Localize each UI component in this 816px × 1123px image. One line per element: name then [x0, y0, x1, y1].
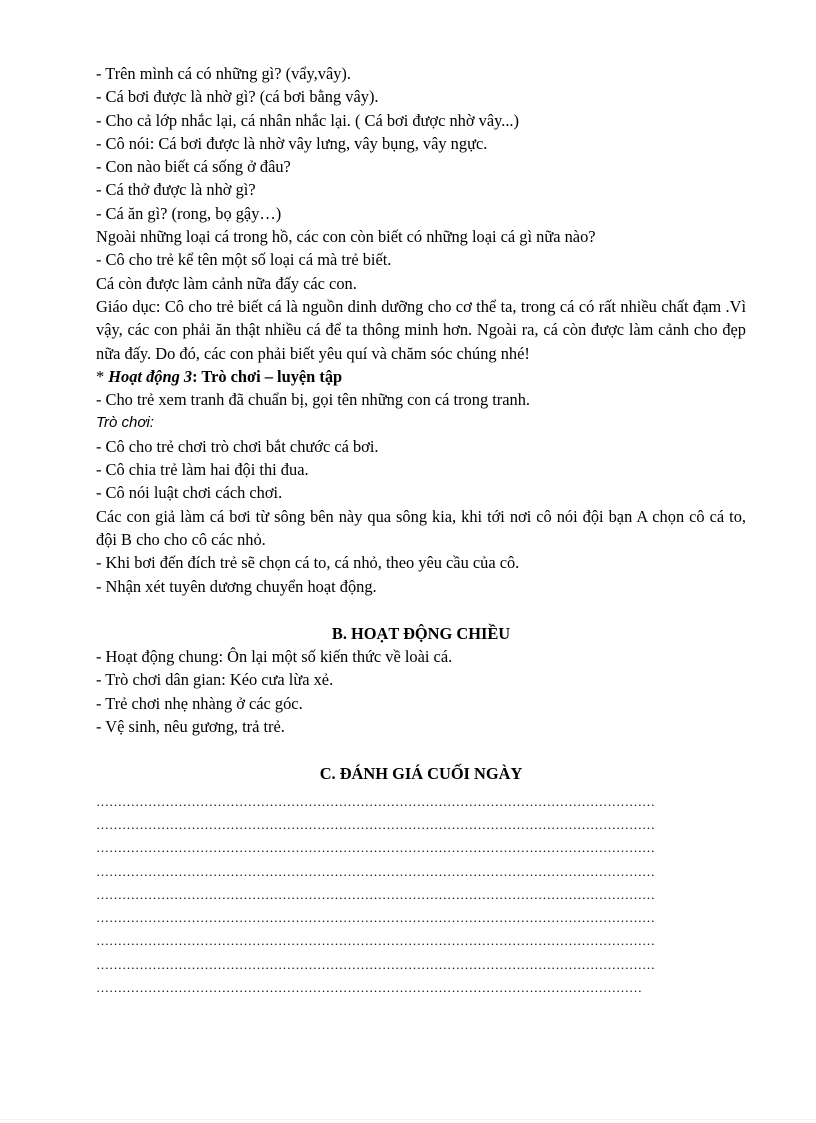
activity-label: Hoạt động 3 [108, 366, 193, 386]
activity-title: : Trò chơi – luyện tập [192, 366, 343, 386]
text-line: - Cá thở được là nhờ gì? [96, 180, 256, 200]
text-line: - Cho cả lớp nhắc lại, cá nhân nhắc lại. ( Cá bơi được nhờ vây...) [96, 110, 519, 130]
evaluation-dotted-line: ………………………………………………………………………………………………………………… [96, 816, 655, 832]
text-line: Cá còn được làm cảnh nữa đấy các con. [96, 273, 357, 293]
text-line: - Cá bơi được là nhờ gì? (cá bơi bằng vây). [96, 87, 379, 107]
evaluation-dotted-line: ………………………………………………………………………………………………………………… [96, 933, 655, 949]
text-line: - Cô chia trẻ làm hai đội thi đua. [96, 460, 309, 480]
evaluation-dotted-line: ………………………………………………………………………………………………………………… [96, 863, 655, 879]
game-paragraph: Các con giả làm cá bơi từ sông bên này qua sông kia, khi tới nơi cô nói đội bạn A chọn cô cá to, đội B cho cho cô các nhỏ. [96, 506, 746, 549]
text-line: - Cô cho trẻ chơi trò chơi bắt chước cá bơi. [96, 436, 379, 456]
evaluation-dotted-line: ……………………………………………………………………………………………………………… [96, 979, 642, 995]
evaluation-dotted-line: ………………………………………………………………………………………………………………… [96, 886, 655, 902]
discussion-lines [96, 62, 746, 295]
evaluation-dotted-line: ………………………………………………………………………………………………………………… [96, 910, 655, 926]
evaluation-dotted-line: ………………………………………………………………………………………………………………… [96, 840, 655, 856]
text-line: - Cô cho trẻ kể tên một số loại cá mà trẻ biết. [96, 250, 392, 270]
education-paragraph: Giáo dục: Cô cho trẻ biết cá là nguồn dinh dưỡng cho cơ thể ta, trong cá có rất nhiều chất đạm .Vì vậy, các con phải ăn thật nhiều cá để ta thông minh hơn. Ngoài ra, cá còn được làm cảnh cho đẹp nữa đấy. Do đó, các con phải biết yêu quí và chăm sóc chúng nhé! [96, 296, 746, 363]
text-line: - Cô nói: Cá bơi được là nhờ vây lưng, vây bụng, vây ngực. [96, 133, 488, 153]
text-line: - Cho trẻ xem tranh đã chuẩn bị, gọi tên những con cá trong tranh. [96, 390, 531, 410]
list-item: - Trẻ chơi nhẹ nhàng ở các góc. [96, 693, 303, 713]
text-line: Ngoài những loại cá trong hồ, các con còn biết có những loại cá gì nữa nào? [96, 227, 596, 247]
list-item: - Vệ sinh, nêu gương, trả trẻ. [96, 717, 285, 737]
evaluation-dotted-line: ………………………………………………………………………………………………………………… [96, 956, 655, 972]
section-b-heading: B. HOẠT ĐỘNG CHIỀU [331, 623, 511, 643]
list-item: - Hoạt động chung: Ôn lại một số kiến thức về loài cá. [96, 647, 453, 667]
text-line: - Trên mình cá có những gì? (vẩy,vây). [96, 64, 351, 83]
evaluation-dotted-line: ………………………………………………………………………………………………………………… [96, 793, 655, 809]
text-line: - Con nào biết cá sống ở đâu? [96, 157, 291, 177]
text-line: - Khi bơi đến đích trẻ sẽ chọn cá to, cá nhỏ, theo yêu cầu của cô. [96, 553, 520, 573]
activity-3-heading [96, 365, 746, 388]
list-item: - Trò chơi dân gian: Kéo cưa lừa xẻ. [96, 670, 334, 690]
text-line: - Cô nói luật chơi cách chơi. [96, 483, 283, 503]
document-page [96, 62, 746, 999]
section-c-heading: C. ĐÁNH GIÁ CUỐI NGÀY [319, 764, 523, 784]
text-line: - Cá ăn gì? (rong, bọ gậy…) [96, 203, 282, 223]
page-bottom-edge [0, 1119, 816, 1120]
text-line: - Nhận xét tuyên dương chuyển hoạt động. [96, 576, 377, 596]
activity-prefix: * [96, 366, 109, 386]
game-label: Trò chơi: [96, 414, 154, 432]
